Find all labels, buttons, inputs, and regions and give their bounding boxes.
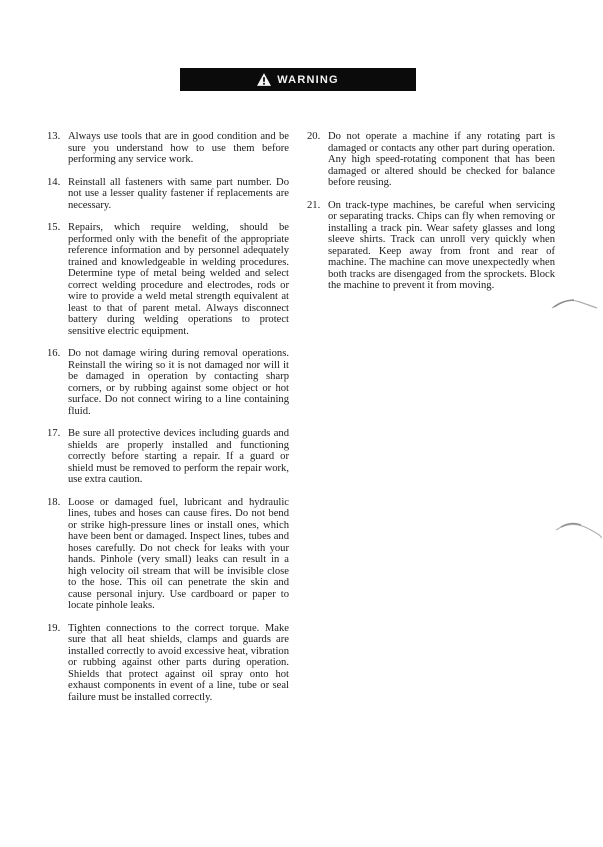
scan-artifact-curve xyxy=(550,296,600,316)
item-text: Loose or damaged fuel, lubricant and hydraulic lines, tubes and hoses can cause fires. Do not bend or strike high-pressure lines or install ones, which have been bent or damaged. Inspect lines, tubes and hoses carefully. Do not check for leaks with your hands. Pinhole (very small) leaks can result in a high velocity oil stream that will be invisible close to the hose. This oil can penetrate the skin and cause personal injury. Use cardboard or paper to locate pinhole leaks. xyxy=(68,496,289,611)
item-number: 19. xyxy=(47,622,61,634)
item-text: Do not damage wiring during removal operations. Reinstall the wiring so it is not damaged nor will it be damaged in operation by contacting sharp corners, or by rubbing against some object or hot surface. Do not connect wiring to a line containing fluid. xyxy=(68,348,289,417)
item-number: 16. xyxy=(47,348,61,359)
column-left xyxy=(47,131,289,714)
item-text: Be sure all protective devices including guards and shields are properly installed and functioning correctly before starting a repair. If a guard or shield must be removed to perform the repair work, use extra caution. xyxy=(68,428,289,485)
item-text: Tighten connections to the correct torque. Make sure that all heat shields, clamps and guards are installed correctly to avoid excessive heat, vibration or rubbing against other parts during operation. Shields that protect against oil spray onto hot exhaust components in event of a line, tube or seal failure must be installed correctly. xyxy=(68,622,289,703)
item-text: Do not operate a machine if any rotating part is damaged or contacts any other part during operation. Any high speed-rotating component that has been damaged or altered should be checked for balance before reusing. xyxy=(328,131,555,188)
warning-banner-label: WARNING xyxy=(277,73,339,86)
item-number: 14. xyxy=(47,176,61,188)
list-item-19 xyxy=(47,623,289,704)
item-number: 21. xyxy=(307,199,321,211)
list-item-13 xyxy=(47,131,289,166)
item-number: 13. xyxy=(47,131,61,142)
list-item-14 xyxy=(47,177,289,212)
item-number: 20. xyxy=(307,131,321,142)
list-item-18 xyxy=(47,497,289,612)
list-item-16 xyxy=(47,348,289,417)
list-item-21 xyxy=(307,200,555,292)
item-text: Repairs, which require welding, should be performed only with the benefit of the appropriate reference information and by personnel adequately trained and knowledgeable in welding procedures. Determine type of metal being welded and select correct welding procedure and electrodes, rods or wire to provide a weld metal strength equivalent at least to that of parent metal. Always disconnect battery during welding operations to protect sensitive electric equipment. xyxy=(68,222,289,337)
item-number: 18. xyxy=(47,496,61,508)
list-item-15 xyxy=(47,222,289,337)
list-item-20 xyxy=(307,131,555,189)
item-text: Always use tools that are in good condition and be sure you understand how to use them before performing any service work. xyxy=(68,131,289,165)
safety-instructions xyxy=(47,131,555,714)
warning-triangle-icon xyxy=(257,73,271,86)
item-text: Reinstall all fasteners with same part number. Do not use a lesser quality fastener if replacements are necessary. xyxy=(68,176,289,211)
item-number: 17. xyxy=(47,428,61,439)
scan-artifact-curve xyxy=(553,518,603,544)
list-item-17 xyxy=(47,428,289,486)
item-number: 15. xyxy=(47,222,61,233)
warning-banner xyxy=(180,68,416,91)
column-right xyxy=(307,131,555,714)
item-text: On track-type machines, be careful when servicing or separating tracks. Chips can fly when removing or installing a track pin. Wear safety glasses and long sleeve shirts. Track can unroll very quickly when separated. Keep away from front and rear of machine. The machine can move unexpectedly when both tracks are disengaged from the sprockets. Block the machine to prevent it from moving. xyxy=(328,199,555,291)
